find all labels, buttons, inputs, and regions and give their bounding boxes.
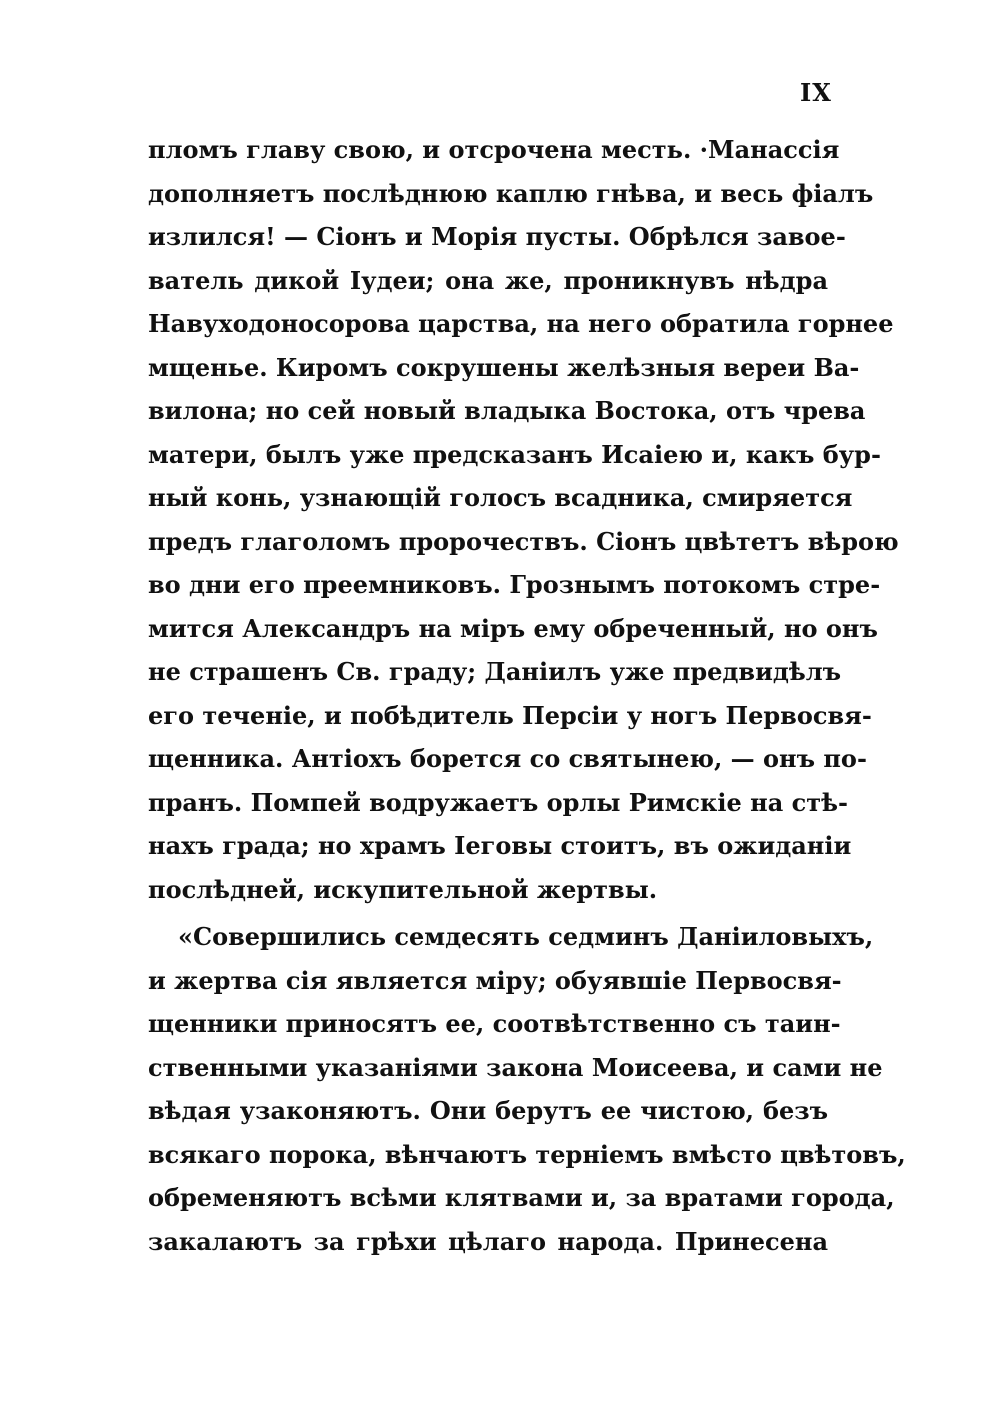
text-line: пломъ главу свою, и отсрочена месть. ·Манассія bbox=[148, 135, 840, 164]
paragraph-2 bbox=[148, 915, 906, 1263]
text-line: во дни его преемниковъ. Грознымъ потокомъ стре- bbox=[148, 570, 881, 599]
text-line: мится Александръ на міръ ему обреченный, но онъ bbox=[148, 613, 878, 643]
text-line: вилона; но сей новый владыка Востока, отъ чрева bbox=[148, 396, 866, 425]
text-line: и жертва сія является міру; обуявшіе Первосвя- bbox=[148, 965, 842, 995]
page-number: IX bbox=[800, 78, 832, 107]
text-line: закалаютъ за грѣхи цѣлаго народа. Принесена bbox=[148, 1226, 828, 1256]
text-line: мщенье. Киромъ сокрушены желѣзныя вереи Ва- bbox=[148, 352, 860, 382]
paragraph-1 bbox=[148, 128, 899, 911]
text-line: вѣдая узаконяютъ. Они берутъ ее чистою, безъ bbox=[148, 1096, 828, 1125]
text-line: излился! — Сіонъ и Морія пусты. Обрѣлся завое- bbox=[148, 222, 846, 251]
text-line: Навуходоносорова царства, на него обратила горнее bbox=[148, 309, 894, 338]
text-line: обременяютъ всѣми клятвами и, за вратами города, bbox=[148, 1183, 895, 1212]
text-line: ватель дикой Іудеи; она же, проникнувъ нѣдра bbox=[148, 265, 828, 295]
text-line: предъ глаголомъ пророчествъ. Сіонъ цвѣтетъ вѣрою bbox=[148, 526, 899, 556]
text-line: ственными указаніями закона Моисеева, и сами не bbox=[148, 1052, 883, 1082]
text-line: ный конь, узнающій голосъ всадника, смиряется bbox=[148, 483, 853, 512]
text-line: пранъ. Помпей водружаетъ орлы Римскіе на стѣ- bbox=[148, 787, 848, 817]
text-line: «Совершились семдесять седминъ Даніиловыхъ, bbox=[178, 922, 874, 951]
text-line: послѣдней, искупительной жертвы. bbox=[148, 874, 658, 904]
text-line: матери, былъ уже предсказанъ Исаіею и, какъ бур- bbox=[148, 439, 881, 469]
text-line: не страшенъ Св. граду; Даніилъ уже предвидѣлъ bbox=[148, 657, 842, 686]
text-line: его теченіе, и побѣдитель Персіи у ногъ Первосвя- bbox=[148, 700, 872, 730]
text-line: щенника. Антіохъ борется со святынею, — онъ по- bbox=[148, 744, 867, 773]
text-line: щенники приносятъ ее, соотвѣтственно съ таин- bbox=[148, 1009, 841, 1038]
body-text bbox=[148, 128, 906, 1263]
text-line: дополняетъ послѣднюю каплю гнѣва, и весь фіалъ bbox=[148, 178, 874, 208]
text-line: нахъ града; но храмъ Іеговы стоитъ, въ ожиданіи bbox=[148, 831, 852, 860]
text-line: всякаго порока, вѣнчаютъ терніемъ вмѣсто цвѣтовъ, bbox=[148, 1139, 906, 1169]
